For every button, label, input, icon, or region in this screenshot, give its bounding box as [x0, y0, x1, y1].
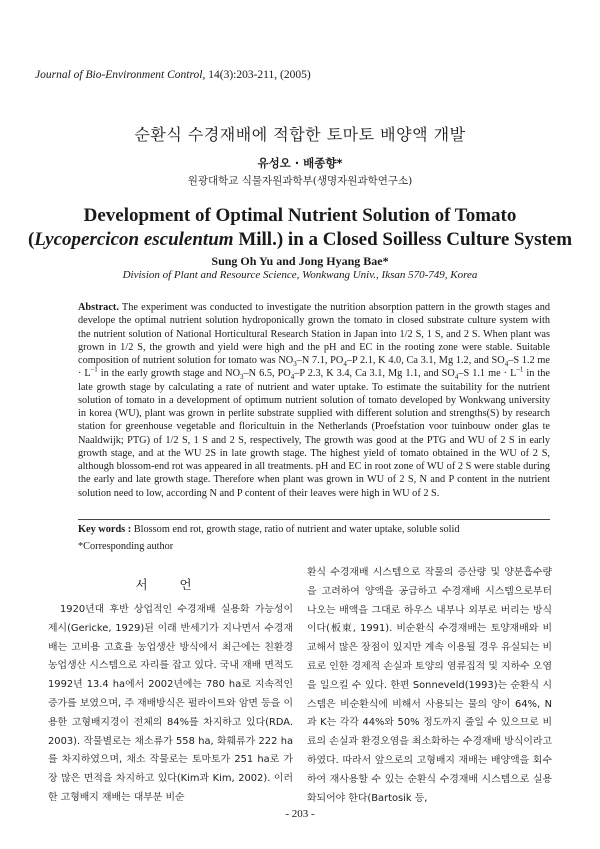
- abstract-text: –S 1.1 me · L: [458, 368, 517, 380]
- subscript: 4: [290, 373, 295, 382]
- abstract-text: –N 6.5, PO: [243, 368, 291, 380]
- english-authors: Sung Oh Yu and Jong Hyang Bae*: [211, 254, 389, 268]
- abstract-text: The experiment was conducted to investigate the nutrition absorption pattern in the growth stages and develope the optimal nutrient solution hydroponically grown the tomato in closed substrate culture system with the nutrient solution of National Horticultural Research Station in Japan into 1/2 S, 1 S, and 2 S. When plant was grown in 1/2 S, the growth and yield were high and the pH and EC in the rooting zone were stable. Suitable composition of nutrient solution for tomato was NO: [78, 302, 550, 366]
- subscript: 4: [343, 360, 347, 369]
- superscript: –1: [516, 365, 524, 374]
- subscript: 3: [293, 360, 297, 369]
- korean-authors: 유성오 · 배종향*: [257, 156, 343, 170]
- abstract-text: in the late growth stage by calculating a rate of nutrient and water uptake. To estimate the suitability for the nutrient solution of tomato in a development of optimum nutrient solution of tomato developed by Wonkwang university in korea (WU), plant was grown in perlite substrate supplied with different solution and strengths(S) by research station for greenhouse vegetable and floricultuin in the Netherlands (Proefstation voor tuinbouw onder glas te Naaldwijk; PTG) of 1/2 S, 1 S and 2 S, respectively, The growth was good at the PTG and WU of 2 S in early growth stage, and at the WU 2S in late growth stage. The highest yield of tomato obtained in the WU of 2 S, although blossom-end rot was appeared in all treatments. pH and EC in root zone of WU of 2 S were stable during the early and late growth stage. Therefore when plant was grown in WU of 2 S, N and P content in the nutrient solution need to low, according N and P content of their leaves were high in WU of 2 S.: [78, 368, 550, 499]
- abstract-text: –N 7.1, PO: [296, 355, 344, 366]
- subscript: 4: [454, 373, 459, 382]
- species-name: Lycopercicon esculentum: [34, 229, 234, 250]
- subscript: 3: [240, 373, 244, 382]
- abstract-text: –P 2.1, K 4.0, Ca 3.1, Mg 1.2, and SO: [346, 355, 505, 366]
- section-heading: 서 언: [135, 577, 206, 592]
- subscript: 4: [504, 360, 509, 369]
- body-paragraph-left: 1920년대 후반 상업적인 수경재배 실용화 가능성이 제시(Gericke, 1929)된 이래 반세기가 지나면서 수경재배는 고비용 고효율 농업생산 방식에서 최근에는 친환경 농업생산 시스템으로 자리를 잡고 있다. 국내 재배 면적도 1992년 13.4 ha에서 2002년에는 780 ha로 지속적인 증가를 보였으며, 주 재배방식은 펄라이트와 암면 등을 이용한 고형배지경이 전체의 84%를 차지하고 있다(RDA. 2003). 작물별로는 채소류가 558 ha, 화훼류가 222 ha를 차지하였으며, 채소 작물로는 토마토가 251 ha로 가장 많은 면적을 차지하고 있다(Kim과 Kim, 2002). 이러한 고형배지 재배는 대부분 비순: [48, 604, 293, 803]
- abstract: [78, 301, 550, 500]
- abstract-text: in the early growth stage and NO: [97, 368, 241, 380]
- superscript: –1: [90, 365, 98, 374]
- abstract-label: Abstract.: [78, 302, 119, 313]
- abstract-text: –P 2.3, K 3.4, Ca 3.1, Mg 1.1, and SO: [294, 368, 455, 380]
- divider: [78, 519, 550, 520]
- title-rest: Mill.) in a Closed Soilless Culture System: [233, 229, 573, 250]
- english-title: [0, 204, 600, 252]
- korean-title: 순환식 수경재배에 적합한 토마토 배양액 개발: [134, 125, 466, 144]
- journal-name: Journal of Bio-Environment Control,: [35, 69, 206, 81]
- keywords: [78, 524, 558, 535]
- english-affiliation: Division of Plant and Resource Science, Wonkwang Univ., Iksan 570-749, Korea: [122, 269, 478, 281]
- keywords-text: Blossom end rot, growth stage, ratio of nutrient and water uptake, soluble solid: [131, 524, 460, 535]
- title-paren: (: [27, 229, 35, 250]
- abstract-text: –S 1.2 me · L: [78, 355, 550, 380]
- english-title-line1: Development of Optimal Nutrient Solution of Tomato: [83, 205, 517, 226]
- body-paragraph-right: 환식 수경재배 시스템으로 작물의 증산량 및 양분흡수량을 고려하여 양액을 공급하고 수경재배 시스템으로부터 나오는 배액을 그대로 하우스 내부나 외부로 버리는 방식이다(板東, 1991). 비순환식 수경재배는 토양재배와 비교해서 많은 장점이 있지만 계속 이용될 경우 유실되는 비료로 인한 경제적 손실과 토양의 염류집적 및 지하수 오염을 일으킬 수 있다. 한편 Sonneveld(1993)는 순환식 시스템은 비순환식에 비해서 사용되는 물의 양이 64%, N과 K는 각각 44%와 50% 정도까지 줄일 수 있으므로 비료의 손실과 환경오염을 최소화하는 수경재배 방식이라고 하였다. 따라서 앞으로의 고형배지 재배는 배양액을 회수하여 재사용할 수 있는 순환식 수경재배 시스템으로 실용화되어야 한다(Bartosik 등,: [307, 567, 552, 804]
- keywords-label: Key words :: [78, 524, 132, 535]
- korean-affiliation: 원광대학교 식물자원과학부(생명자원과학연구소): [187, 175, 413, 187]
- page-number: - 203 -: [285, 808, 315, 820]
- english-title-line2: [0, 228, 600, 252]
- corresponding-author-note: *Corresponding author: [78, 541, 174, 552]
- journal-citation: [35, 69, 311, 81]
- journal-volume: 14(3):203-211, (2005): [205, 69, 311, 81]
